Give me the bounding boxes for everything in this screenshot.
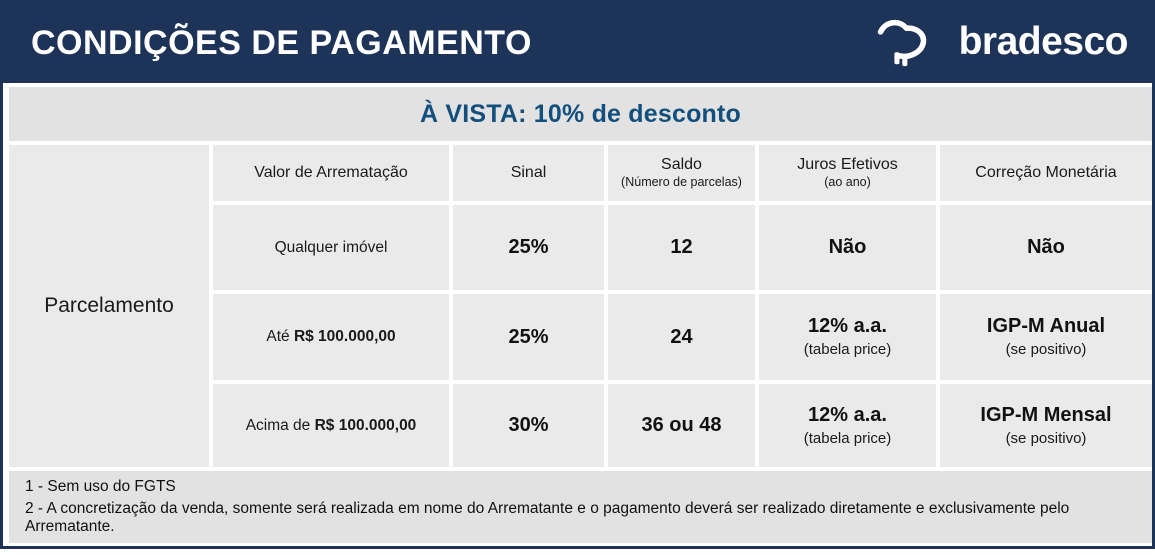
col-header-correcao bbox=[940, 145, 1152, 201]
sinal-value: 30% bbox=[508, 414, 549, 436]
header-bar bbox=[3, 3, 1155, 83]
correcao-subtext: (se positivo) bbox=[1005, 429, 1087, 447]
col-header-saldo bbox=[608, 145, 755, 201]
cell-r2-correcao bbox=[940, 294, 1152, 380]
juros-value: Não bbox=[828, 236, 867, 258]
juros-subtext: (tabela price) bbox=[803, 341, 892, 359]
saldo-value: 12 bbox=[670, 236, 693, 258]
page-title: CONDIÇÕES DE PAGAMENTO bbox=[31, 23, 532, 62]
valor-text: Acima de bbox=[245, 416, 315, 434]
cell-r1-valor bbox=[213, 205, 449, 290]
cell-r1-saldo bbox=[608, 205, 755, 290]
juros-subtext: (tabela price) bbox=[803, 429, 892, 447]
payment-conditions-table bbox=[9, 145, 1152, 467]
bradesco-logo bbox=[875, 3, 1128, 83]
cell-r2-sinal bbox=[453, 294, 604, 380]
col-header-valor bbox=[213, 145, 449, 201]
cell-r1-sinal bbox=[453, 205, 604, 290]
correcao-value: IGP-M Mensal bbox=[980, 403, 1112, 426]
cell-r1-correcao bbox=[940, 205, 1152, 290]
footnote-1: 1 - Sem uso do FGTS bbox=[25, 478, 176, 495]
col-header-label: Valor de Arrematação bbox=[254, 164, 408, 181]
juros-value: 12% a.a. bbox=[808, 403, 887, 426]
brand-wordmark: bradesco bbox=[958, 19, 1128, 63]
cell-r1-juros bbox=[759, 205, 936, 290]
col-header-juros bbox=[759, 145, 936, 201]
cell-r3-juros bbox=[759, 384, 936, 467]
valor-amount: R$ 100.000,00 bbox=[293, 328, 396, 346]
col-header-label: Sinal bbox=[510, 164, 547, 181]
saldo-value: 24 bbox=[670, 325, 693, 348]
cell-r3-correcao bbox=[940, 384, 1152, 467]
footnote-2: 2 - A concretização da venda, somente será realizada em nome do Arrematante e o pagamento deverá ser realizado diretamente e exclusivamente pelo Arrematante. bbox=[25, 500, 1070, 535]
correcao-value: Não bbox=[1027, 236, 1065, 258]
correcao-subtext: (se positivo) bbox=[1005, 341, 1087, 359]
cell-r3-valor bbox=[213, 384, 449, 467]
valor-text: Qualquer imóvel bbox=[274, 238, 388, 256]
sinal-value: 25% bbox=[508, 325, 549, 348]
juros-value: 12% a.a. bbox=[808, 315, 887, 338]
cell-r2-valor bbox=[213, 294, 449, 380]
row-group-label-parcelamento: Parcelamento bbox=[9, 145, 209, 467]
cash-discount-banner bbox=[9, 87, 1152, 141]
saldo-value: 36 ou 48 bbox=[641, 414, 722, 436]
sinal-value: 25% bbox=[508, 236, 549, 258]
col-header-sinal bbox=[453, 145, 604, 201]
cell-r2-juros bbox=[759, 294, 936, 380]
col-header-label: Correção Monetária bbox=[975, 164, 1117, 181]
col-header-sublabel: (Número de parcelas) bbox=[621, 175, 742, 190]
valor-text: Até bbox=[266, 328, 294, 346]
bradesco-tree-icon bbox=[875, 18, 949, 68]
correcao-value: IGP-M Anual bbox=[986, 315, 1106, 338]
cell-r3-sinal bbox=[453, 384, 604, 467]
footnotes-panel bbox=[9, 471, 1152, 543]
col-header-label: Saldo bbox=[661, 156, 702, 174]
cash-discount-text: À VISTA: 10% de desconto bbox=[419, 99, 742, 128]
valor-amount: R$ 100.000,00 bbox=[314, 416, 417, 434]
col-header-sublabel: (ao ano) bbox=[824, 175, 871, 190]
col-header-label: Juros Efetivos bbox=[797, 156, 898, 174]
cell-r2-saldo bbox=[608, 294, 755, 380]
cell-r3-saldo bbox=[608, 384, 755, 467]
